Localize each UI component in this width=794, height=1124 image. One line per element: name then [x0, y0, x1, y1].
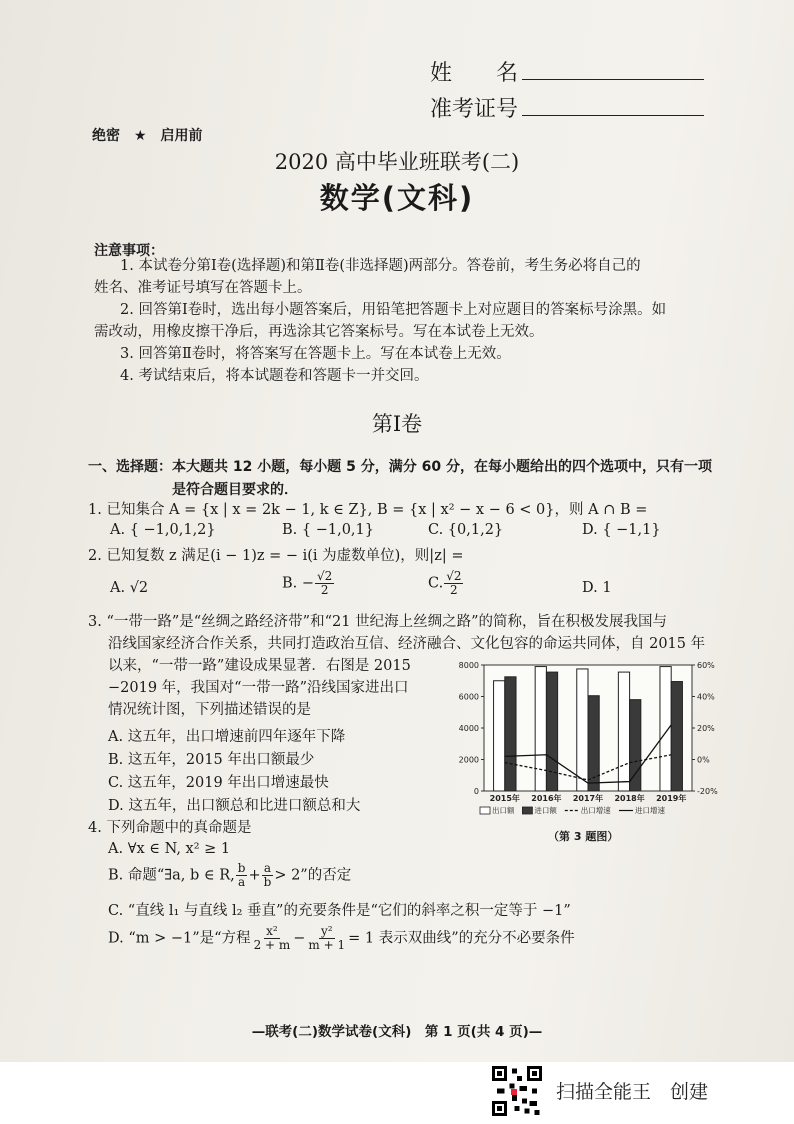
left-tick-label: 8000 [458, 661, 479, 670]
q3-option-a: A. 这五年，出口增速前四年逐年下降 [108, 729, 346, 745]
q4-d-post: = 1 表示双曲线”的充分不必要条件 [348, 930, 575, 947]
legend-swatch [480, 807, 490, 814]
subject-title: 数学(文科) [319, 181, 475, 215]
right-tick-label: 40% [697, 692, 715, 702]
q4-b-frac-2-num: a [263, 861, 272, 875]
scanner-watermark: 扫描全能王 创建 [556, 1081, 709, 1103]
q4-d-frac-1-den: 2 + m [253, 938, 291, 952]
bar-import [505, 677, 516, 791]
right-tick-label: 60% [697, 661, 715, 670]
q2-option-b [282, 570, 335, 597]
left-tick-label: 6000 [458, 692, 479, 702]
q2-option-d: D. 1 [582, 580, 612, 596]
notice-item-2: 2. 回答第Ⅰ卷时，选出每小题答案后，用铅笔把答题卡上对应题目的答案标号涂黑。如 [120, 302, 667, 318]
q4-b-plus: + [248, 867, 261, 884]
id-label: 准考证号 [430, 97, 519, 122]
q2-c-num: √2 [446, 569, 462, 583]
x-tick-label: 2015年 [489, 794, 520, 803]
secret-mark: 绝密 ★ 启用前 [92, 128, 203, 144]
q2-b-fraction [315, 570, 334, 597]
q4-option-a: A. ∀x ∈ N, x² ≥ 1 [108, 841, 231, 857]
q4-option-b [108, 862, 351, 889]
q2-c-fraction [444, 570, 463, 597]
right-tick-label: -20% [697, 787, 718, 796]
bar-import [671, 682, 682, 791]
x-tick-label: 2016年 [531, 794, 562, 803]
bar-import [630, 700, 641, 791]
bar-export [494, 681, 505, 791]
q4-b-pre: B. 命题“∃a, b ∈ R, [108, 867, 235, 884]
q3-line-4: −2019 年，我国对“一带一路”沿线国家进出口 [108, 680, 409, 696]
x-tick-label: 2018年 [614, 794, 645, 803]
name-field [430, 56, 704, 87]
legend-label: 出口增速 [580, 806, 611, 815]
q2-b-label: B. − [282, 575, 315, 592]
q4-d-frac-1 [252, 925, 293, 952]
left-tick-label: 2000 [458, 755, 479, 765]
q1-option-a: A. { −1,0,1,2} [110, 522, 216, 538]
q2-option-c [428, 570, 464, 597]
q2-b-num: √2 [317, 569, 333, 583]
q1-option-b: B. { −1,0,1} [282, 522, 374, 538]
q2-option-a: A. √2 [110, 580, 149, 596]
q3-option-b: B. 这五年，2015 年出口额最少 [108, 752, 315, 768]
chart-caption: （第 3 题图） [548, 830, 619, 843]
q3-option-c: C. 这五年，2019 年出口增速最快 [108, 775, 329, 791]
left-tick-label: 4000 [458, 724, 479, 733]
right-tick-label: 20% [697, 724, 715, 733]
legend-label: 进口增速 [635, 806, 665, 815]
q4-d-frac-2-den: m + 1 [308, 938, 346, 952]
q2-c-den: 2 [450, 583, 458, 597]
q4-d-frac-1-num: x² [266, 924, 278, 938]
page-footer: —联考(二)数学试卷(文科) 第 1 页(共 4 页)— [251, 1024, 543, 1040]
q4-d-minus: − [293, 930, 306, 947]
q3-line-3: 以来，“一带一路”建设成果显著．右图是 2015 [108, 658, 411, 674]
q4-d-frac-2 [306, 925, 347, 952]
q4-b-frac-1 [236, 862, 248, 889]
notice-item-2b: 需改动，用橡皮擦干净后，再选涂其它答案标号。写在本试卷上无效。 [94, 324, 544, 340]
notice-heading: 注意事项： [94, 243, 164, 259]
q4-b-frac-1-num: b [237, 861, 246, 875]
right-tick-label: 0% [697, 755, 710, 765]
bar-export [618, 672, 629, 791]
qr-code-graphic [492, 1066, 542, 1116]
bar-import [588, 696, 599, 791]
exam-title: 2020 高中毕业班联考(二) [274, 150, 520, 174]
q4-b-frac-1-den: a [238, 875, 246, 889]
q3-line-1: 3. “一带一路”是“丝绸之路经济带”和“21 世纪海上丝绸之路”的简称，旨在积极发展我国与 [88, 614, 667, 630]
q2-c-label: C. [428, 575, 444, 592]
q3-line-5: 情况统计图，下列描述错误的是 [108, 702, 311, 718]
q4-d-frac-2-num: y² [320, 924, 333, 938]
bar-export [535, 667, 546, 791]
x-tick-label: 2019年 [656, 794, 687, 803]
id-field [430, 92, 704, 123]
q4-option-c: C. “直线 l₁ 与直线 l₂ 垂直”的充要条件是“它们的斜率之积一定等于 −1” [108, 903, 571, 919]
notice-item-1b: 姓名、准考证号填写在答题卡上。 [94, 280, 312, 296]
bar-export [577, 669, 588, 791]
left-tick-label: 0 [473, 787, 479, 796]
qr-code-icon [492, 1066, 542, 1116]
q1-option-c: C. {0,1,2} [428, 522, 504, 538]
legend-label: 进口额 [534, 806, 557, 815]
q4-d-pre: D. “m > −1”是“方程 [108, 930, 251, 947]
q3-line-2: 沿线国家经济合作关系，共同打造政治互信、经济融合、文化包容的命运共同体，自 2015 年 [108, 636, 706, 652]
name-blank [522, 61, 704, 80]
trade-chart [448, 655, 728, 825]
q1-stem: 1. 已知集合 A = {x | x = 2k − 1, k ∈ Z}, B = {x | x² − x − 6 < 0}，则 A ∩ B = [88, 502, 648, 518]
bar-export [660, 667, 671, 791]
legend-swatch [522, 807, 532, 814]
q4-b-post: > 2”的否定 [274, 867, 352, 884]
q4-stem: 4. 下列命题中的真命题是 [88, 820, 252, 836]
q2-stem: 2. 已知复数 z 满足(i − 1)z = − i(i 为虚数单位)，则|z| = [88, 548, 464, 564]
q4-b-frac-2 [262, 862, 274, 889]
notice-item-4: 4. 考试结束后，将本试题卷和答题卡一并交回。 [120, 368, 429, 384]
id-blank [522, 97, 704, 116]
q1-option-d: D. { −1,1} [582, 522, 661, 538]
legend-label: 出口额 [492, 806, 515, 815]
name-label: 姓 名 [430, 61, 519, 86]
q2-b-den: 2 [320, 583, 329, 597]
notice-item-3: 3. 回答第Ⅱ卷时，将答案写在答题卡上。写在本试卷上无效。 [120, 346, 511, 362]
notice-item-1: 1. 本试卷分第Ⅰ卷(选择题)和第Ⅱ卷(非选择题)两部分。答卷前，考生务必将自己的 [120, 258, 641, 274]
q4-option-d [108, 925, 575, 952]
section-line-1: 一、选择题：本大题共 12 小题，每小题 5 分，满分 60 分，在每小题给出的四个选项中，只有一项 [88, 459, 712, 475]
q4-b-frac-2-den: b [263, 875, 272, 889]
x-tick-label: 2017年 [572, 794, 604, 803]
part-title: 第Ⅰ卷 [371, 412, 423, 436]
section-line-2: 是符合题目要求的． [172, 482, 298, 498]
q3-option-d: D. 这五年，出口额总和比进口额总和大 [108, 798, 361, 814]
